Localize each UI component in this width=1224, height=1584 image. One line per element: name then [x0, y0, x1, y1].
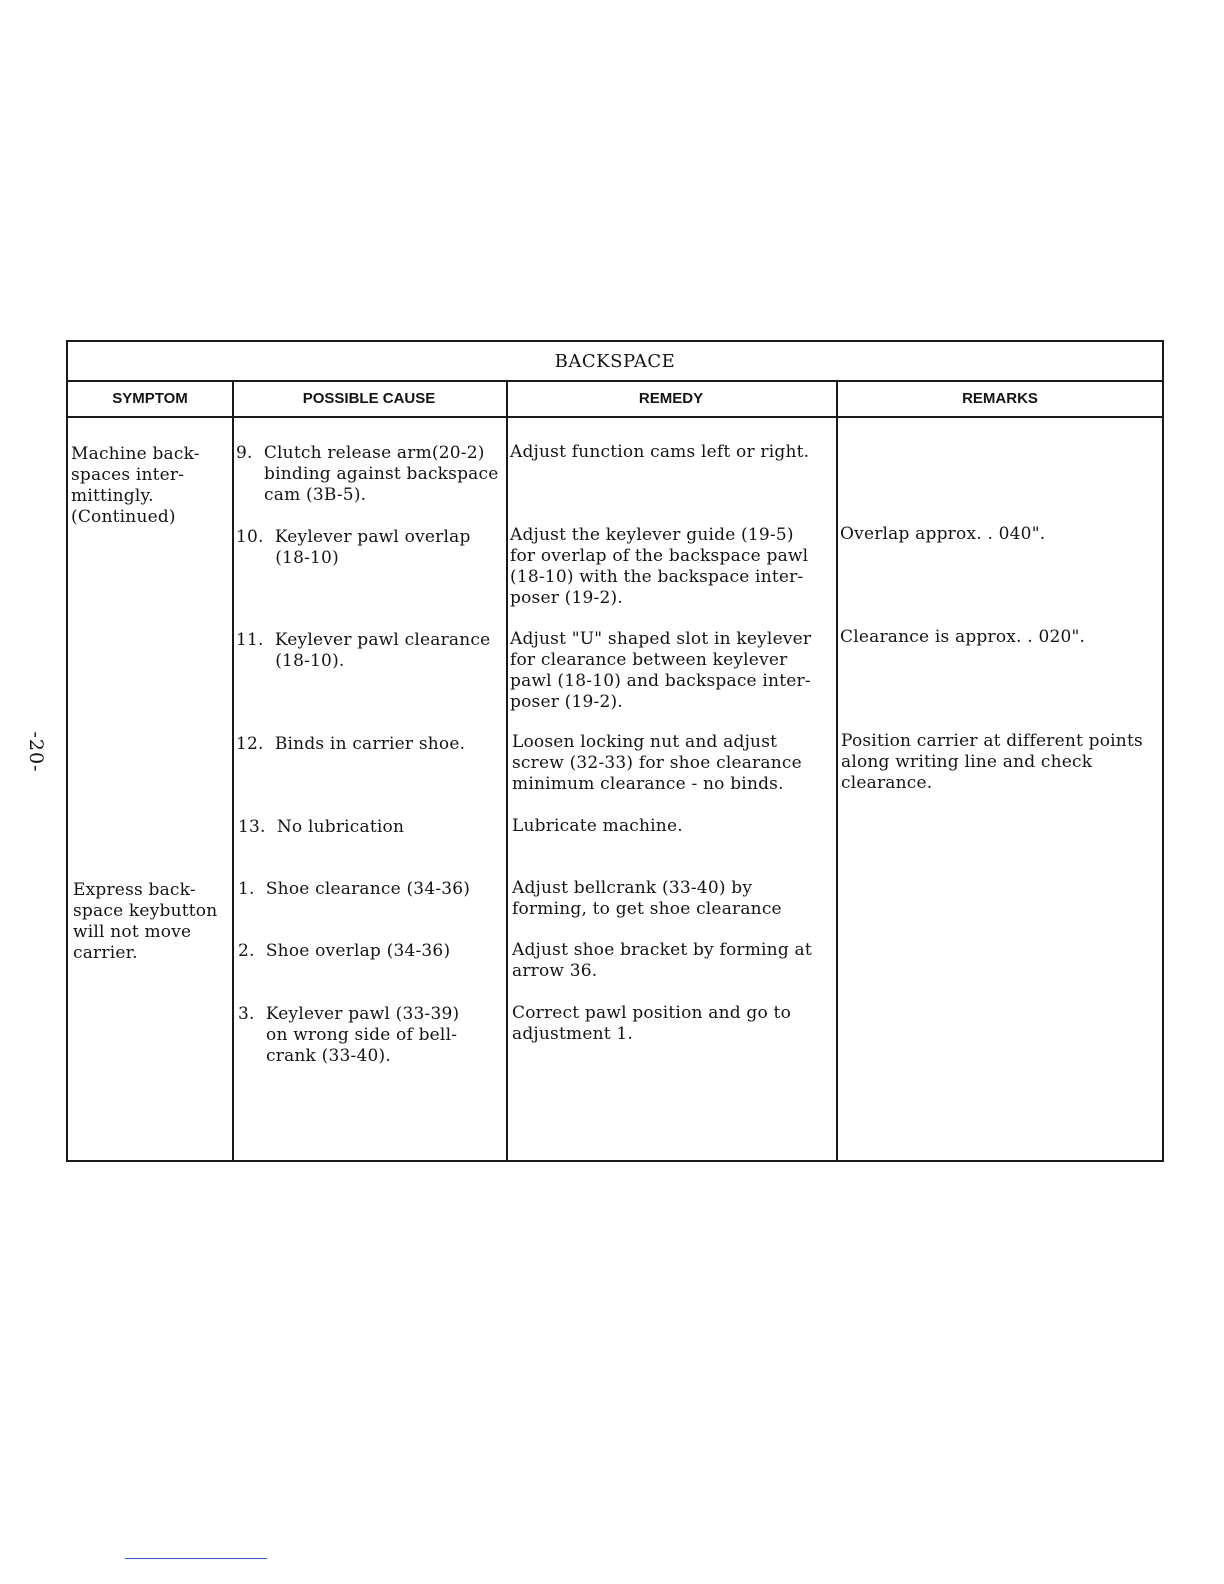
remarks-cell: Position carrier at different points along writing line and check clearance.: [841, 731, 1143, 793]
remedy-cell: Adjust function cams left or right.: [510, 442, 810, 462]
remedy-cell: Adjust bellcrank (33-40) by forming, to get shoe clearance: [512, 878, 782, 919]
cause-cell: 1. Shoe clearance (34-36): [238, 879, 471, 899]
column-divider: [506, 380, 508, 1160]
remedy-cell: Correct pawl position and go to adjustment 1.: [512, 1003, 792, 1044]
table-title: BACKSPACE: [68, 342, 1162, 382]
column-divider: [836, 380, 838, 1160]
header-remarks: REMARKS: [962, 390, 1038, 407]
remedy-cell: Adjust the keylever guide (19-5) for overlap of the backspace pawl (18-10) with the backspace inter- poser (19-2).: [510, 525, 809, 608]
remedy-cell: Lubricate machine.: [512, 816, 683, 836]
cause-cell: 10. Keylever pawl overlap (18-10): [236, 527, 471, 568]
cause-cell: 2. Shoe overlap (34-36): [238, 941, 451, 961]
symptom-express-backspace: Express back- space keybutton will not move carrier.: [73, 880, 218, 963]
column-divider: [232, 380, 234, 1160]
remarks-cell: Clearance is approx. . 020".: [840, 627, 1086, 647]
header-possible-cause: POSSIBLE CAUSE: [302, 390, 436, 407]
cause-cell: 3. Keylever pawl (33-39) on wrong side of bell- crank (33-40).: [238, 1004, 460, 1066]
cause-cell: 11. Keylever pawl clearance (18-10).: [236, 630, 491, 671]
page-number: -20-: [25, 731, 47, 773]
backspace-troubleshooting-table: [66, 340, 1164, 1162]
header-remedy: REMEDY: [638, 390, 704, 407]
remarks-cell: Overlap approx. . 040".: [840, 524, 1046, 544]
footer-rule: [125, 1558, 267, 1559]
cause-cell: 13. No lubrication: [238, 817, 405, 837]
cause-cell: 9. Clutch release arm(20-2) binding against backspace cam (3B-5).: [236, 443, 499, 505]
cause-cell: 12. Binds in carrier shoe.: [236, 734, 466, 754]
header-symptom: SYMPTOM: [112, 390, 188, 407]
remedy-cell: Adjust shoe bracket by forming at arrow 36.: [512, 940, 812, 981]
remedy-cell: Loosen locking nut and adjust screw (32-33) for shoe clearance minimum clearance - no binds.: [512, 732, 802, 794]
symptom-backspace-intermittent: Machine back- spaces inter- mittingly. (Continued): [71, 444, 200, 527]
remedy-cell: Adjust "U" shaped slot in keylever for clearance between keylever pawl (18-10) and backspace inter- poser (19-2).: [510, 629, 812, 712]
